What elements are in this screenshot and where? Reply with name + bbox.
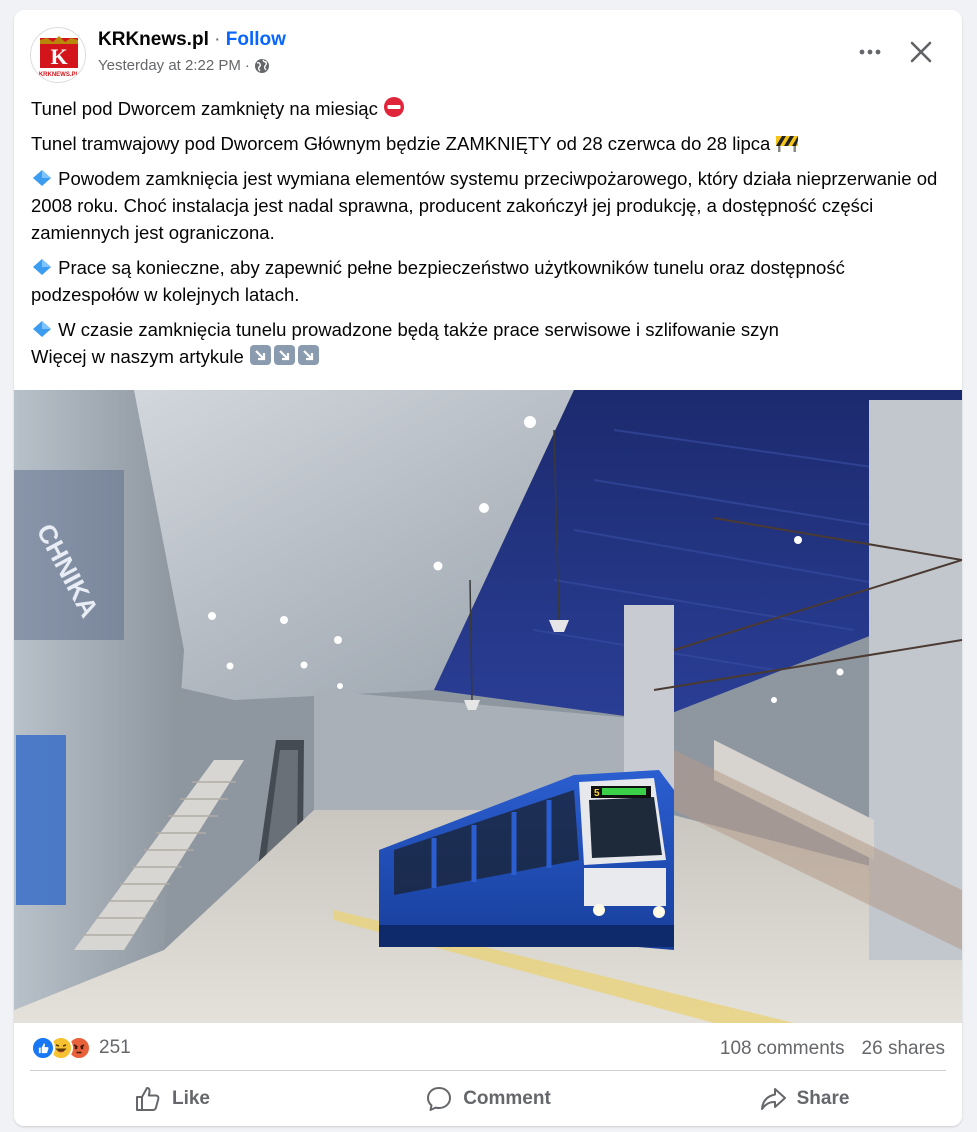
post-text-line [31,95,946,122]
like-label: Like [171,1088,211,1109]
page-name-link[interactable]: KRKnews.pl [98,29,209,50]
page-title-line [98,29,286,51]
tram-route-number: 5 [594,788,600,799]
bullet-text: Prace są konieczne, aby zapewnić pełne bezpieczeństwo użytkowników tunelu oraz dostępność podzespołów w kolejnych latach. [31,257,845,305]
svg-text:KRKNEWS.PL: KRKNEWS.PL [38,72,80,78]
blue-diamond-icon [31,168,53,188]
engagement-counts [720,1038,945,1060]
thumbs-up-icon [134,1085,162,1113]
share-button[interactable] [650,1076,958,1122]
post-text-line [31,254,946,308]
post-header [14,10,962,90]
follow-button[interactable]: Follow [225,29,286,50]
post-summary: Tunel tramwajowy pod Dworcem Głównym będzie ZAMKNIĘTY od 28 czerwca do 28 lipca [31,133,771,154]
post-photo[interactable] [14,390,962,1023]
close-icon [910,41,932,63]
stop-sign-icon [383,96,405,118]
globe-icon [254,58,270,74]
more-options-icon [858,48,882,56]
svg-text:K: K [50,44,68,69]
post-text-line [31,316,946,343]
reaction-count: 251 [99,1037,131,1058]
close-button[interactable] [901,32,941,72]
station-sign: CHNIKA [30,518,105,623]
like-button[interactable] [18,1076,326,1122]
bullet-text: W czasie zamknięcia tunelu prowadzone będą także prace serwisowe i szlifowanie szyn [58,319,779,340]
actions-divider [30,1070,946,1071]
post-headline: Tunel pod Dworcem zamknięty na miesiąc [31,98,378,119]
construction-icon [775,131,799,153]
post-text-line [31,165,946,246]
share-label: Share [796,1088,850,1109]
comment-button[interactable] [334,1076,642,1122]
post-text-line [31,130,946,157]
bullet-text: Powodem zamknięcia jest wymiana elementów systemu przeciwpożarowego, który działa nieprzerwanie od 2008 roku. Choć instalacja jest nadal sprawna, producent zakończył jej produkcję, a dostępność części zamiennych jest ograniczona. [31,168,938,243]
more-options-button[interactable] [850,32,890,72]
tram-tunnel-photo [14,390,962,1023]
post-meta [98,57,270,74]
post-card [14,10,962,1126]
post-timestamp[interactable]: Yesterday at 2:22 PM [98,57,241,74]
reaction-summary[interactable] [31,1036,131,1060]
blue-diamond-icon [31,257,53,277]
name-separator: · [214,29,221,50]
krknews-logo [31,28,86,83]
post-text [31,95,946,370]
shares-count[interactable]: 26 shares [861,1038,945,1059]
meta-separator: · [244,57,250,74]
comment-icon [425,1085,453,1113]
blue-diamond-icon [31,319,53,339]
more-text: Więcej w naszym artykule [31,346,244,367]
post-actions [14,1076,962,1122]
like-reaction-icon [31,1036,55,1060]
post-text-line [31,343,946,370]
avatar[interactable] [30,27,86,83]
comment-label: Comment [463,1088,551,1109]
comments-count[interactable]: 108 comments [719,1038,845,1059]
share-icon [759,1085,787,1113]
post-stats [14,1028,962,1070]
down-arrow-icon [249,344,321,366]
